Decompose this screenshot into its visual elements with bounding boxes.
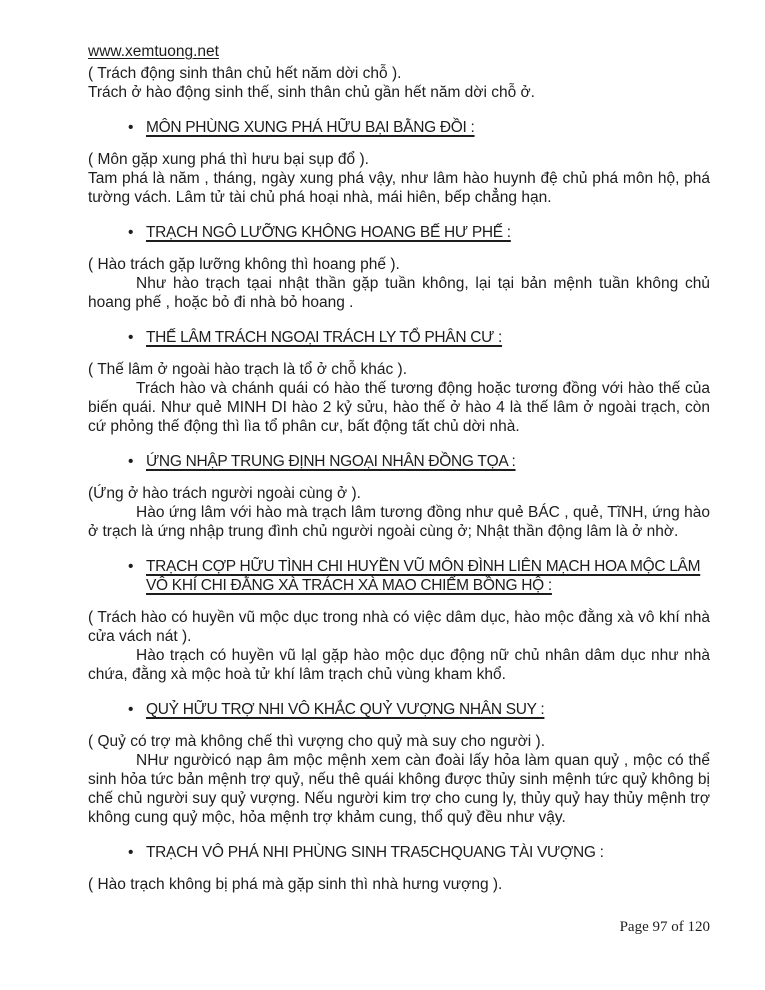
paragraph: NHư ngườicó nạp âm mộc mệnh xem càn đoài lấy hỏa làm quan quỷ , mộc có thể sinh hỏa tức bản mệnh trợ quỷ, nếu thê quái không được thủy sinh mệnh tức quỷ không bị chế chủ người suy quỷ vượng. Nếu người kim trợ cho cung ly, thủy quỷ hay thủy mệnh trợ không cung quỷ mộc, hỏa mệnh trợ khảm cung, thổ quỷ đều như vậy. — [88, 752, 710, 826]
section-heading — [88, 118, 710, 137]
paragraph: ( Thế lâm ở ngoài hào trạch là tổ ở chỗ khác ). — [88, 361, 408, 378]
section-heading-text: QUỶ HỮU TRỢ NHI VÔ KHẮC QUỶ VƯỢNG NHÂN SUY : — [146, 701, 545, 718]
paragraph: Hào trạch có huyền vũ lạl gặp hào mộc dục động nữ chủ nhân dâm dục như nhà chứa, đằng xà mộc hoà tử khí lâm trạch chủ vùng kham khổ. — [88, 647, 710, 683]
section-heading-text: ỨNG NHẬP TRUNG ĐỊNH NGOẠI NHÂN ĐỒNG TỌA : — [146, 453, 516, 470]
paragraph: ( Quỷ có trợ mà không chế thì vượng cho quỷ mà suy cho người ). — [88, 733, 546, 750]
paragraph: ( Môn gặp xung phá thì hưu bại sụp đổ ). — [88, 151, 369, 168]
paragraph: ( Trách hào có huyền vũ mộc dục trong nhà có việc dâm dục, hào mộc đằng xà vô khí nhà cửa vách nát ). — [88, 609, 710, 645]
section-heading-text: TRẠCH NGÔ LƯỠNG KHÔNG HOANG BẾ HƯ PHẾ : — [146, 224, 511, 241]
page-header — [88, 42, 710, 61]
bullet-icon: • — [128, 844, 134, 861]
bullet-icon: • — [128, 701, 134, 718]
page-number: Page 97 of 120 — [619, 919, 710, 935]
paragraph: Như hào trạch tạai nhật thần gặp tuần không, lại tại bản mệnh tuần không chủ hoang phế , hoặc bỏ đi nhà bỏ hoang . — [88, 275, 710, 311]
paragraph: Trách ở hào động sinh thế, sinh thân chủ gần hết năm dời chỗ ở. — [88, 84, 535, 101]
section-heading-text: TRẠCH VÔ PHÁ NHI PHÙNG SINH TRA5CHQUANG TÀI VƯỢNG : — [146, 844, 604, 861]
section-heading — [88, 557, 710, 595]
bullet-icon: • — [128, 453, 134, 470]
section-heading — [88, 223, 710, 242]
header-site-link[interactable]: www.xemtuong.net — [88, 43, 219, 60]
paragraph: Tam phá là năm , tháng, ngày xung phá vậy, như lâm hào huynh đệ chủ phá môn hộ, phá tường vách. Lâm tử tài chủ phá hoại nhà, mái hiên, bếp chẳng hạn. — [88, 170, 710, 206]
section-heading — [88, 452, 710, 471]
paragraph: Hào ứng lâm với hào mà trạch lâm tương đồng như quẻ BÁC , quẻ, TĩNH, ứng hào ở trạch là ứng nhập trung đình chủ người ngoài cùng ở; Nhật thần động lâm là ở nhờ. — [88, 504, 710, 540]
paragraph: ( Hào trách gặp lưỡng không thì hoang phế ). — [88, 256, 400, 273]
section-heading-text: MÔN PHÙNG XUNG PHÁ HỮU BẠI BẰNG ĐỒI : — [146, 119, 475, 136]
bullet-icon: • — [128, 119, 134, 136]
section-heading — [88, 328, 710, 347]
section-heading-text: THẾ LÂM TRÁCH NGOẠI TRÁCH LY TỔ PHÂN CƯ : — [146, 329, 503, 346]
paragraph: (Ứng ở hào trách người ngoài cùng ở ). — [88, 485, 361, 502]
section-heading-text: TRẠCH CỢP HỮU TÌNH CHI HUYỀN VŨ MÔN ĐÌNH LIÊN MẠCH HOA MỘC LÂM VÔ KHÍ CHI ĐẰNG XÀ TRÁCH XÀ MAO CHIẾM BỒNG HỘ : — [146, 558, 701, 594]
bullet-icon: • — [128, 329, 134, 346]
paragraph: ( Trách động sinh thân chủ hết năm dời chỗ ). — [88, 65, 402, 82]
paragraph: ( Hào trạch không bị phá mà gặp sinh thì nhà hưng vượng ). — [88, 876, 503, 893]
paragraph: Trách hào và chánh quái có hào thế tương động hoặc tương đồng với hào thế của biến quái. Như quẻ MINH DI hào 2 kỷ sửu, hào thế ở hào 4 là thế lâm ở ngoài trạch, còn cứ phỏng thế động thì lìa tổ phân cư, bất động tất chủ dời nhà. — [88, 380, 710, 435]
bullet-icon: • — [128, 224, 134, 241]
bullet-icon: • — [128, 558, 134, 575]
section-heading — [88, 700, 710, 719]
section-heading — [88, 843, 710, 862]
